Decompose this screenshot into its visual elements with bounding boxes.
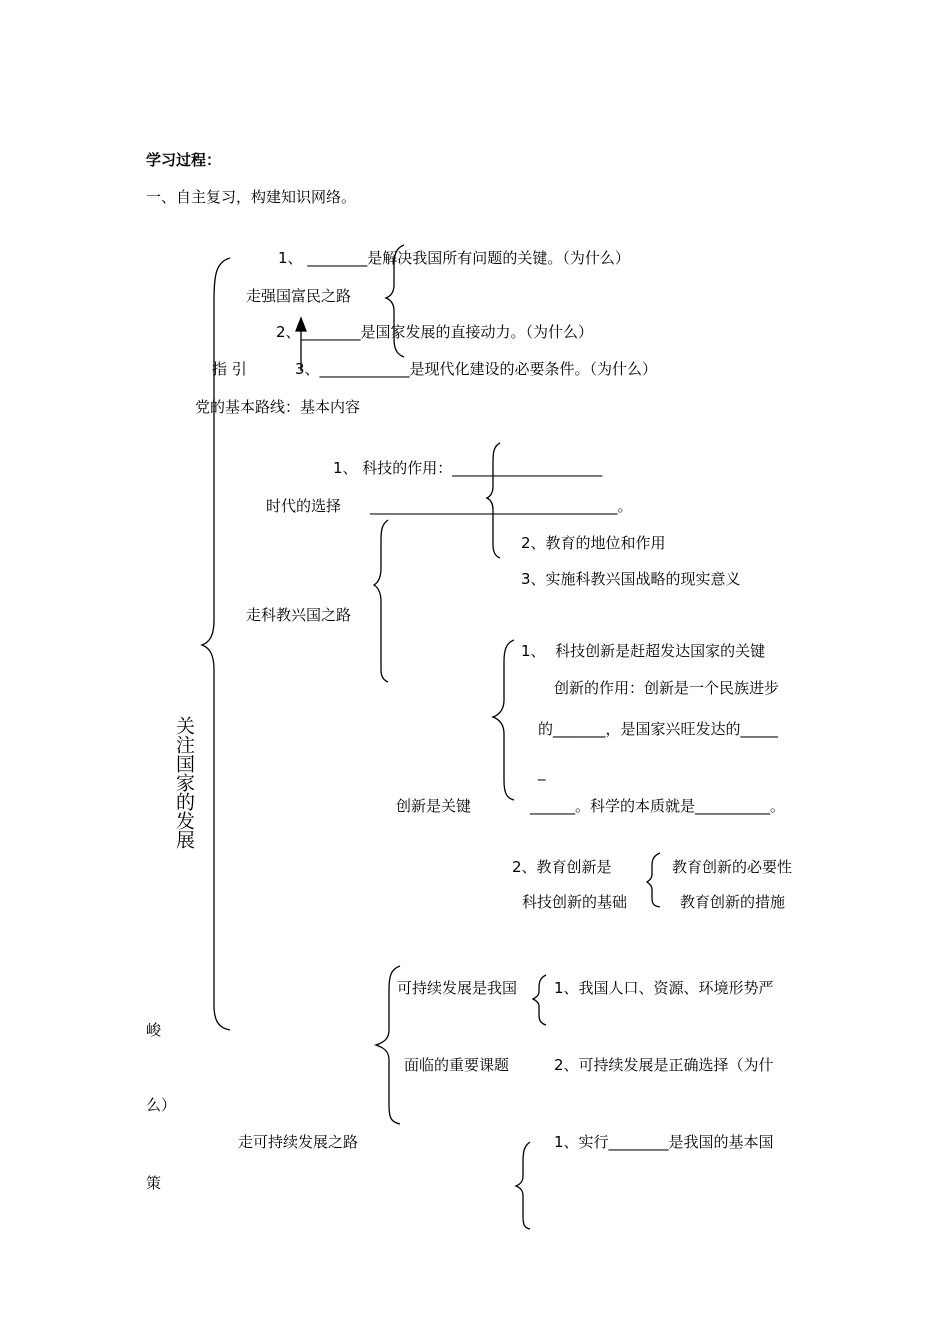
science-item-1: 1、 科技的作用：____________________ bbox=[333, 459, 603, 477]
section-title: 一、自主复习，构建知识网络。 bbox=[146, 188, 357, 206]
education-measure: 教育创新的措施 bbox=[680, 893, 786, 911]
innovation-blanks: 的_______，是国家兴旺发达的_____ bbox=[538, 720, 779, 738]
science-label: 走科教兴国之路 bbox=[246, 606, 352, 624]
sustain-left-2: 面临的重要课题 bbox=[404, 1056, 510, 1074]
sustain-me: 么） bbox=[146, 1096, 177, 1114]
sustain-item-1: 1、我国人口、资源、环境形势严 bbox=[554, 979, 774, 997]
route-item-2: 2、________是国家发展的直接动力。（为什么） bbox=[276, 323, 594, 341]
route-label: 走强国富民之路 bbox=[246, 287, 352, 305]
science-item-2: 2、教育的地位和作用 bbox=[521, 534, 666, 552]
education-brace bbox=[647, 853, 660, 907]
science-brace bbox=[374, 520, 388, 682]
innovation-dash: _ bbox=[538, 763, 546, 781]
innovation-label: 创新是关键 bbox=[396, 797, 472, 815]
sustain-item-brace bbox=[533, 975, 546, 1025]
innovation-role: 创新的作用：创新是一个民族进步 bbox=[554, 679, 780, 697]
page-heading: 学习过程： bbox=[146, 151, 222, 169]
sustain-label: 走可持续发展之路 bbox=[238, 1133, 359, 1151]
sustain-item-2: 2、可持续发展是正确选择（为什 bbox=[554, 1056, 774, 1074]
science-blank-line: _________________________________。 bbox=[370, 497, 633, 515]
route-item-1: 1、 ________是解决我国所有问题的关键。（为什么） bbox=[278, 249, 630, 267]
sustain-jun: 峻 bbox=[146, 1021, 162, 1039]
innovation-brace bbox=[493, 640, 514, 800]
main-title: 关注国家的发展 bbox=[173, 716, 195, 849]
era-label: 时代的选择 bbox=[266, 497, 342, 515]
route-item-3: 3、____________是现代化建设的必要条件。（为什么） bbox=[295, 360, 658, 378]
innovation-item-1: 1、 科技创新是赶超发达国家的关键 bbox=[521, 642, 766, 660]
party-line: 党的基本路线：基本内容 bbox=[195, 398, 361, 416]
education-need: 教育创新的必要性 bbox=[672, 858, 793, 876]
sustain-left-1: 可持续发展是我国 bbox=[397, 979, 518, 997]
policy-item: 1、实行________是我国的基本国 bbox=[554, 1133, 774, 1151]
policy-ce: 策 bbox=[146, 1174, 162, 1192]
science-item-3: 3、实施科教兴国战略的现实意义 bbox=[521, 570, 741, 588]
science-essence: ______。科学的本质就是__________。 bbox=[530, 797, 786, 815]
education-item-1: 2、教育创新是 bbox=[512, 858, 612, 876]
policy-brace bbox=[516, 1142, 530, 1229]
education-item-2: 科技创新的基础 bbox=[522, 893, 628, 911]
guide-label: 指 引 bbox=[212, 360, 247, 378]
